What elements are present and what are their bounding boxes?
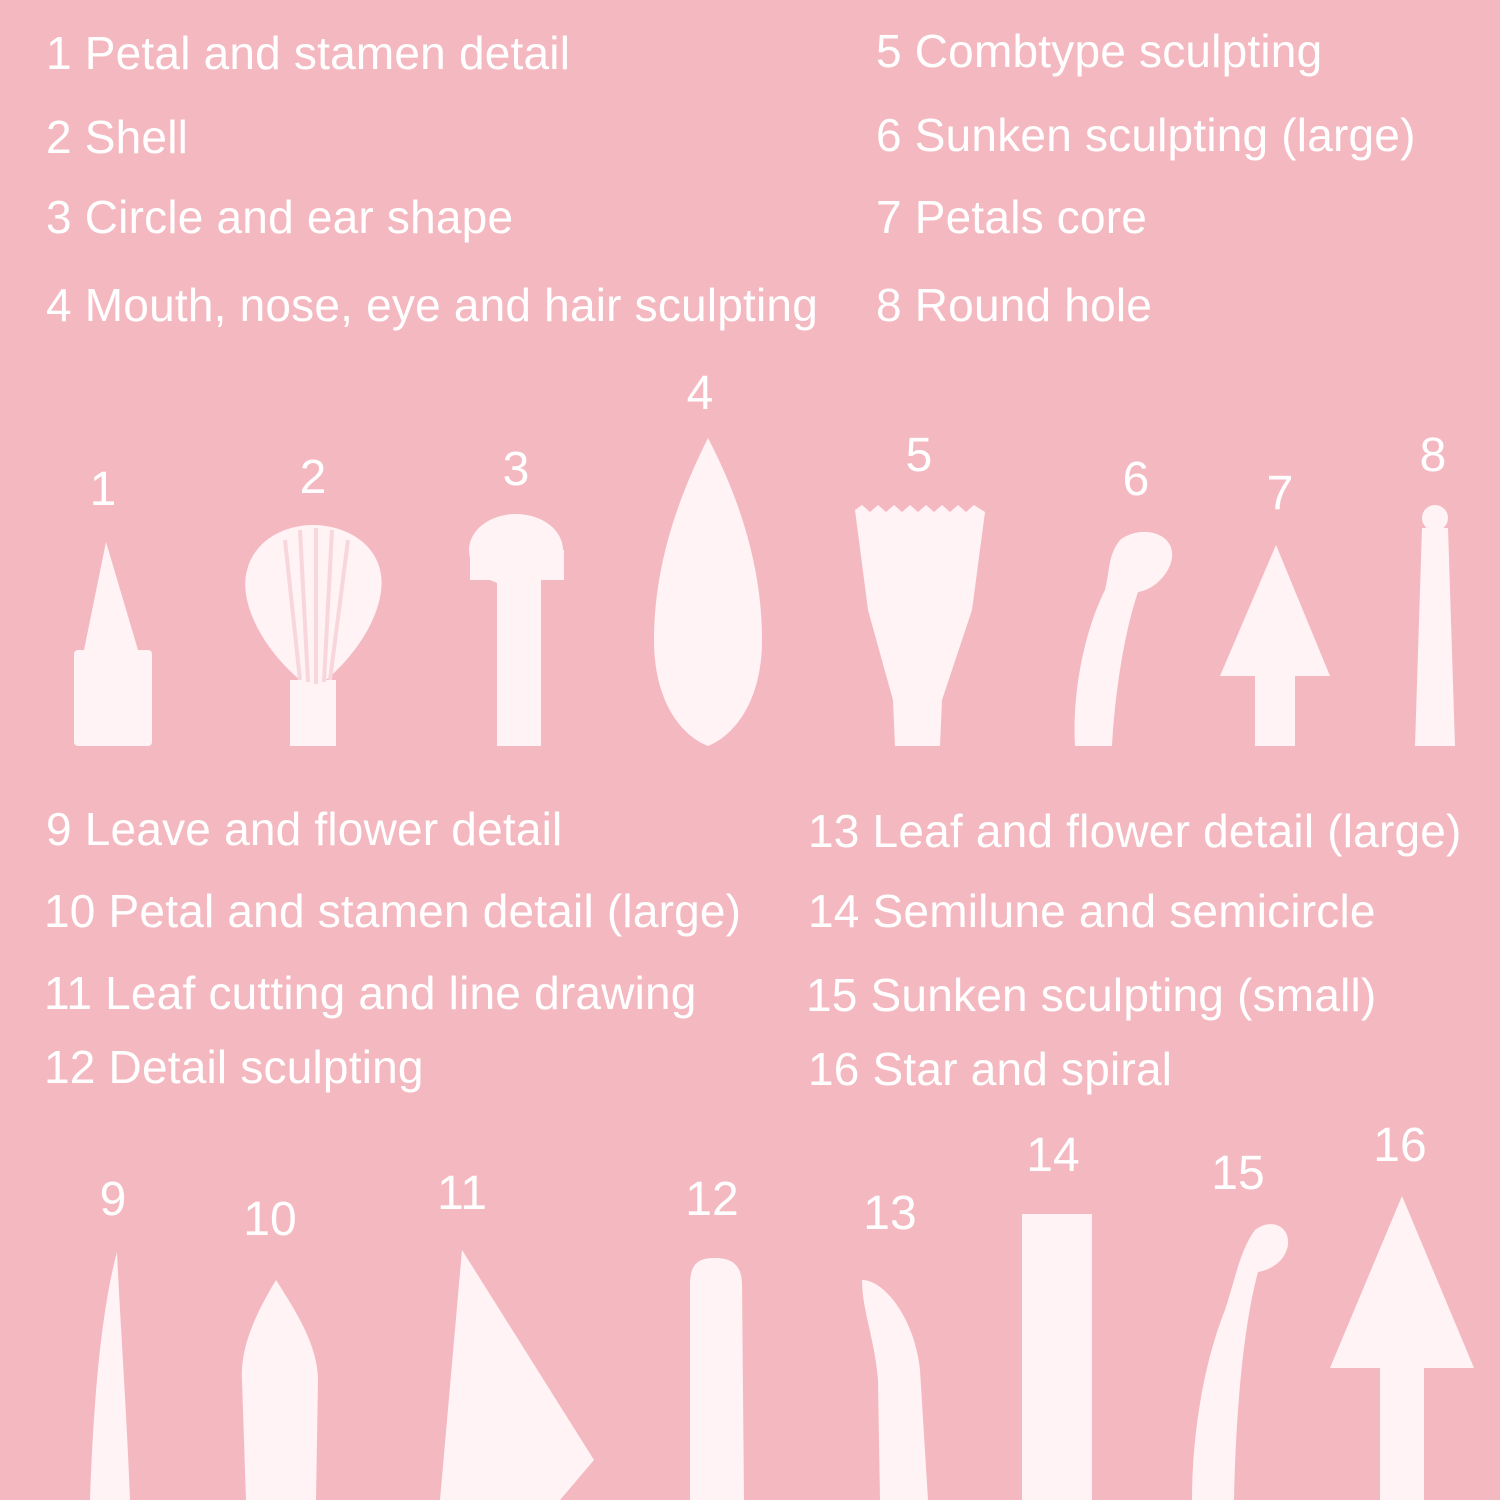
tool-number-5: 5 [905, 429, 933, 482]
label-tool-15: 15 Sunken sculpting (small) [806, 969, 1377, 1021]
tool-3-ball-icon [469, 514, 564, 746]
tool-1-petal-stamen-icon [74, 542, 152, 746]
tool-14-spatula-icon [1022, 1214, 1092, 1500]
label-tool-1: 1 Petal and stamen detail [46, 27, 571, 79]
tool-7-cone-icon [1220, 545, 1330, 746]
tool-number-1: 1 [89, 463, 117, 516]
tool-6-bent-tool-icon [1075, 532, 1173, 746]
tool-2-shell-icon [245, 525, 381, 746]
tool-number-16: 16 [1373, 1119, 1427, 1172]
label-tool-6: 6 Sunken sculpting (large) [876, 109, 1416, 161]
tool-number-13: 13 [863, 1187, 917, 1240]
label-tool-12: 12 Detail sculpting [44, 1041, 424, 1093]
tool-13-curved-blade-icon [862, 1280, 928, 1500]
tool-number-11: 11 [437, 1167, 487, 1220]
label-tool-16: 16 Star and spiral [808, 1043, 1173, 1095]
tool-12-rounded-rod-icon [690, 1258, 744, 1500]
tool-number-3: 3 [502, 443, 530, 496]
tool-number-9: 9 [99, 1173, 127, 1226]
tool-number-12: 12 [685, 1173, 739, 1226]
tool-9-thin-blade-icon [90, 1252, 130, 1500]
tool-number-6: 6 [1122, 453, 1150, 506]
label-tool-11: 11 Leaf cutting and line drawing [44, 967, 697, 1019]
tool-number-10: 10 [243, 1193, 297, 1246]
label-tool-5: 5 Combtype sculpting [876, 25, 1323, 77]
label-tool-13: 13 Leaf and flower detail (large) [808, 805, 1462, 857]
tool-11-triangle-cutter-icon [440, 1250, 594, 1500]
label-tool-8: 8 Round hole [876, 279, 1153, 331]
label-tool-4: 4 Mouth, nose, eye and hair sculpting [46, 279, 818, 331]
tool-8-small-ball-icon [1415, 505, 1455, 746]
label-tool-3: 3 Circle and ear shape [46, 191, 514, 243]
label-tool-7: 7 Petals core [876, 191, 1148, 243]
label-tool-14: 14 Semilune and semicircle [808, 885, 1376, 937]
label-tool-10: 10 Petal and stamen detail (large) [44, 885, 742, 937]
label-tool-9: 9 Leave and flower detail [46, 803, 563, 855]
tool-16-star-cone-icon [1330, 1196, 1474, 1500]
tool-5-comb-icon [855, 505, 985, 746]
tool-number-2: 2 [299, 451, 327, 504]
tool-number-15: 15 [1211, 1147, 1265, 1200]
tool-10-large-pointed-icon [242, 1280, 318, 1500]
tool-number-8: 8 [1419, 429, 1447, 482]
tool-number-7: 7 [1266, 467, 1294, 520]
tool-number-14: 14 [1026, 1129, 1080, 1182]
label-tool-2: 2 Shell [46, 111, 189, 163]
tool-15-bent-small-icon [1192, 1224, 1288, 1500]
tool-4-teardrop-icon [654, 438, 762, 746]
tool-number-4: 4 [686, 367, 714, 420]
